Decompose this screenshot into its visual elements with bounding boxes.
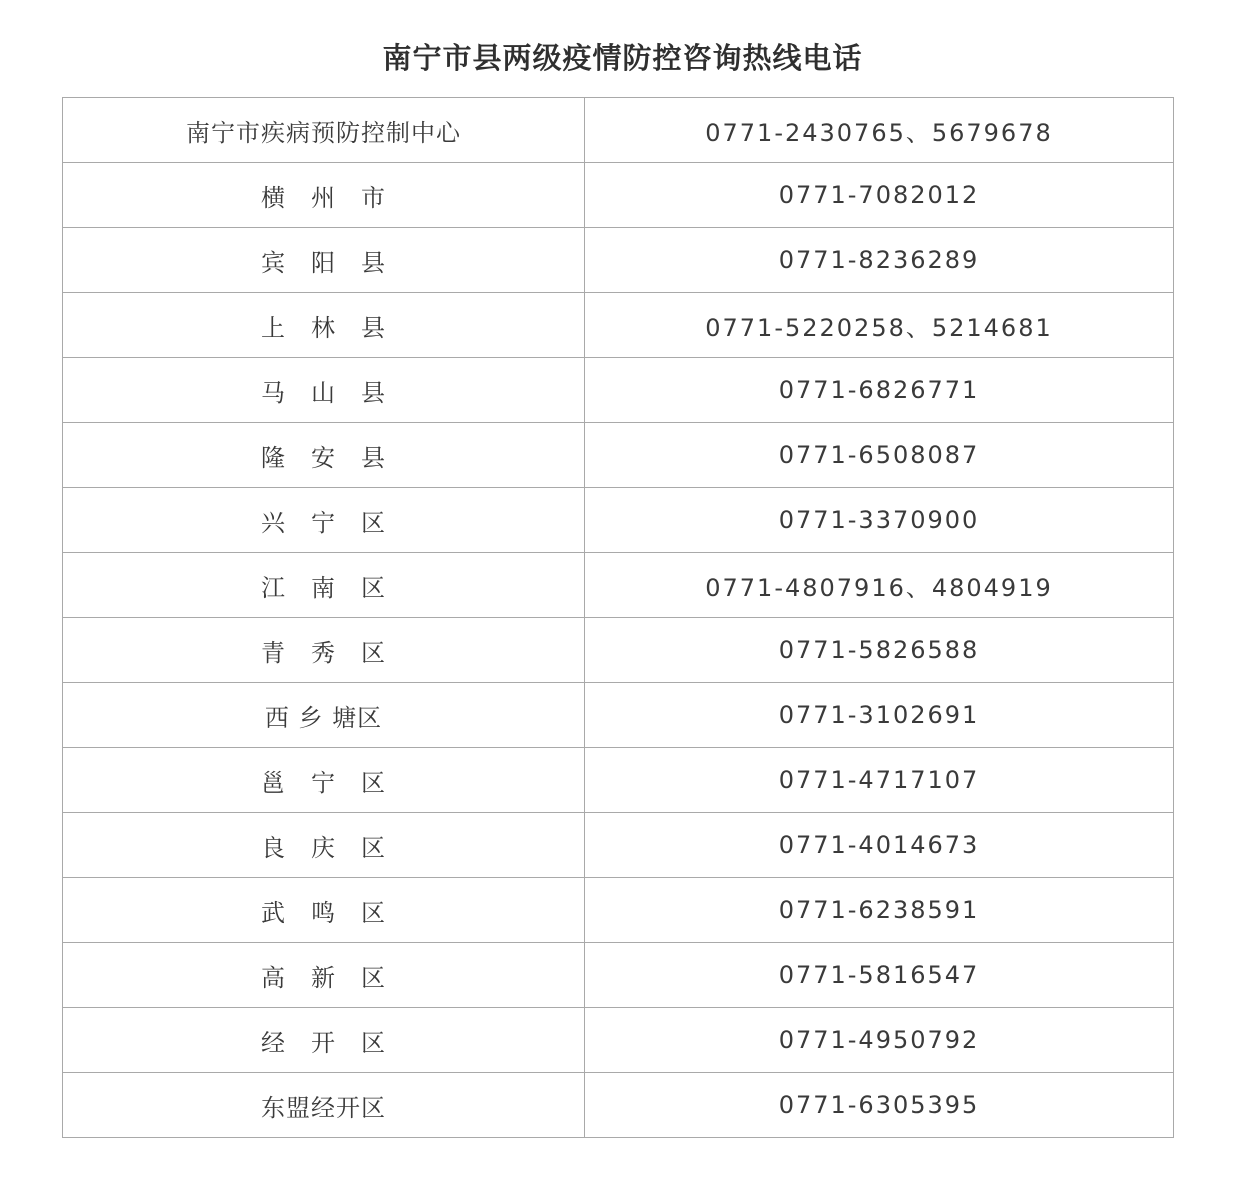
phone-number-cell: 0771-6305395: [585, 1073, 1174, 1138]
table-row: [63, 943, 1174, 1008]
phone-number-cell: 0771-6238591: [585, 878, 1174, 943]
district-name-cell: 宾 阳 县: [63, 228, 585, 293]
phone-number-cell: 0771-6508087: [585, 423, 1174, 488]
table-row: [63, 878, 1174, 943]
district-name-cell: 兴 宁 区: [63, 488, 585, 553]
district-name-cell: 江 南 区: [63, 553, 585, 618]
district-name-cell: 邕 宁 区: [63, 748, 585, 813]
district-name-cell: 上 林 县: [63, 293, 585, 358]
phone-number-cell: 0771-4717107: [585, 748, 1174, 813]
table-row: [63, 423, 1174, 488]
phone-number-cell: 0771-4950792: [585, 1008, 1174, 1073]
phone-number-cell: 0771-3370900: [585, 488, 1174, 553]
phone-number-cell: 0771-5826588: [585, 618, 1174, 683]
table-row: [63, 293, 1174, 358]
table-row: [63, 358, 1174, 423]
table-row: [63, 553, 1174, 618]
table-row: [63, 1008, 1174, 1073]
district-name-cell: 武 鸣 区: [63, 878, 585, 943]
district-name-cell: 南宁市疾病预防控制中心: [63, 98, 585, 163]
table-row: [63, 1073, 1174, 1138]
phone-number-cell: 0771-8236289: [585, 228, 1174, 293]
district-name-cell: 高 新 区: [63, 943, 585, 1008]
table-row: [63, 98, 1174, 163]
district-name-cell: 东盟经开区: [63, 1073, 585, 1138]
district-name-cell: 西 乡 塘区: [63, 683, 585, 748]
phone-number-cell: 0771-7082012: [585, 163, 1174, 228]
phone-number-cell: 0771-3102691: [585, 683, 1174, 748]
table-row: [63, 228, 1174, 293]
table-row: [63, 163, 1174, 228]
table-row: [63, 748, 1174, 813]
district-name-cell: 良 庆 区: [63, 813, 585, 878]
table-row: [63, 683, 1174, 748]
hotline-table: [62, 97, 1174, 1138]
district-name-cell: 经 开 区: [63, 1008, 585, 1073]
phone-number-cell: 0771-6826771: [585, 358, 1174, 423]
phone-number-cell: 0771-4807916、4804919: [585, 553, 1174, 618]
phone-number-cell: 0771-2430765、5679678: [585, 98, 1174, 163]
phone-number-cell: 0771-5816547: [585, 943, 1174, 1008]
district-name-cell: 横 州 市: [63, 163, 585, 228]
phone-number-cell: 0771-4014673: [585, 813, 1174, 878]
district-name-cell: 青 秀 区: [63, 618, 585, 683]
district-name-cell: 马 山 县: [63, 358, 585, 423]
district-name-cell: 隆 安 县: [63, 423, 585, 488]
table-row: [63, 488, 1174, 553]
table-row: [63, 813, 1174, 878]
page-title: 南宁市县两级疫情防控咨询热线电话: [382, 41, 863, 75]
phone-number-cell: 0771-5220258、5214681: [585, 293, 1174, 358]
table-row: [63, 618, 1174, 683]
